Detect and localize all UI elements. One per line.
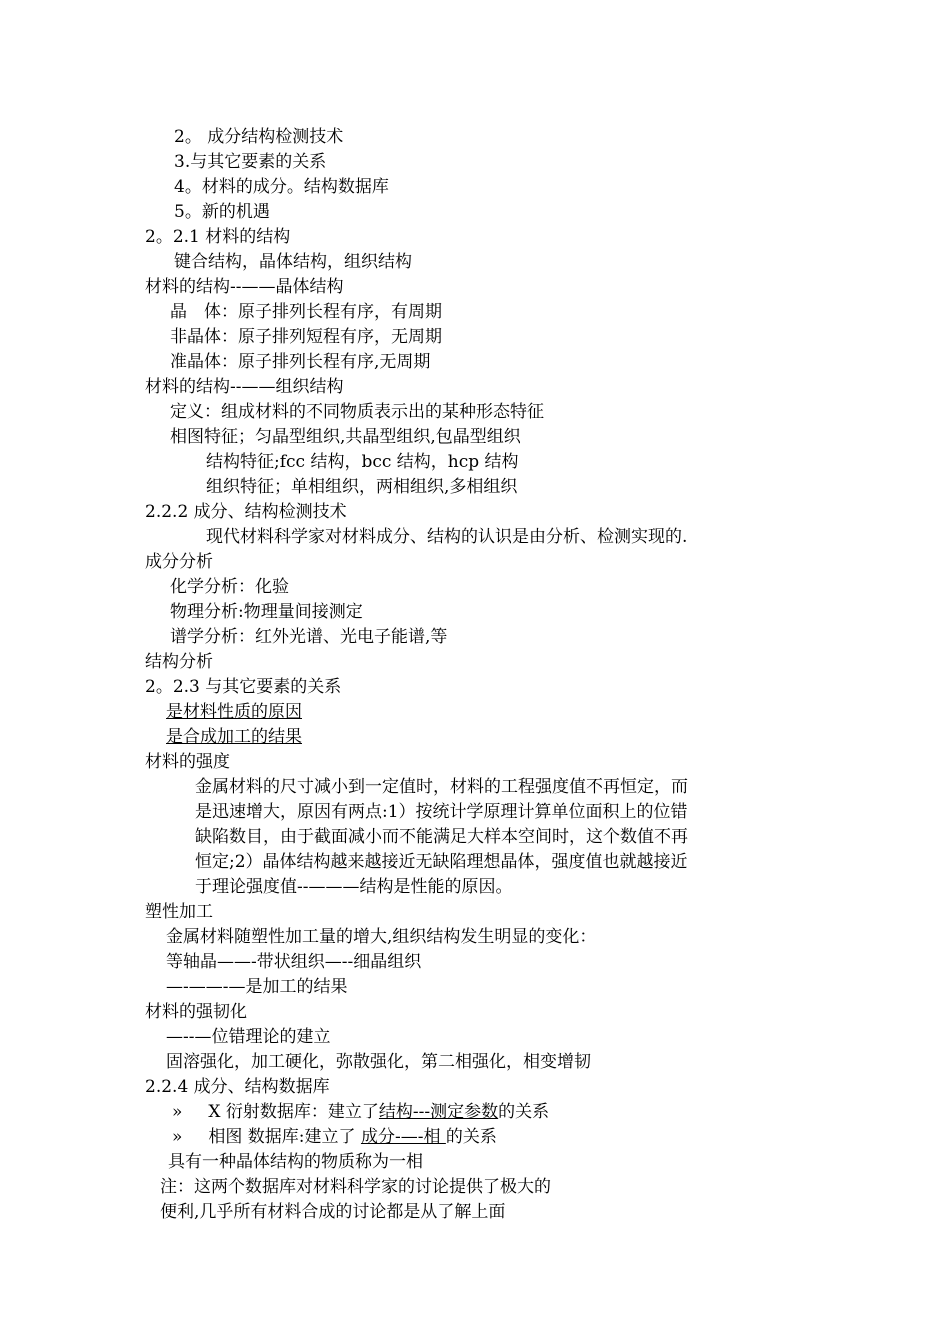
toc-item-5: 5。新的机遇	[174, 202, 270, 222]
subheading: 材料的强度	[145, 752, 230, 772]
section-heading-2-2-1: 2。2.1 材料的结构	[145, 227, 291, 247]
bullet-phase-database	[172, 1125, 497, 1149]
note-line: 注：这两个数据库对材料科学家的讨论提供了极大的	[160, 1177, 551, 1197]
text-line: 具有一种晶体结构的物质称为一相	[168, 1152, 423, 1172]
paragraph-line: 恒定;2）晶体结构越来越接近无缺陷理想晶体，强度值也就越接近	[195, 852, 688, 872]
text-line: 晶 体：原子排列长程有序，有周期	[170, 302, 442, 322]
text-line: 谱学分析：红外光谱、光电子能谱,等	[170, 627, 448, 647]
underlined-text: 是材料性质的原因	[166, 702, 302, 722]
toc-item-4: 4。材料的成分。结构数据库	[174, 177, 389, 197]
toc-item-2: 2。 成分结构检测技术	[174, 127, 344, 147]
text-line: 金属材料随塑性加工量的增大,组织结构发生明显的变化：	[166, 927, 597, 947]
bullet-symbol: »	[172, 1127, 183, 1147]
xray-suffix: 的关系	[498, 1102, 550, 1122]
text-line: 非晶体：原子排列短程有序，无周期	[170, 327, 442, 347]
subheading: 材料的强韧化	[145, 1002, 247, 1022]
text-line: 现代材料科学家对材料成分、结构的认识是由分析、检测实现的.	[206, 527, 688, 547]
subheading: 结构分析	[145, 652, 213, 672]
text-line: 组织特征；单相组织，两相组织,多相组织	[206, 477, 518, 497]
xray-underlined: 结构---测定参数	[378, 1102, 499, 1122]
toc-item-3: 3.与其它要素的关系	[174, 152, 327, 172]
underlined-text: 是合成加工的结果	[166, 727, 302, 747]
section-heading-2-2-4: 2.2.4 成分、结构数据库	[145, 1077, 330, 1097]
text-line: 定义：组成材料的不同物质表示出的某种形态特征	[170, 402, 544, 422]
subheading: 材料的结构--——组织结构	[145, 377, 344, 397]
subheading: 成分分析	[145, 552, 213, 572]
phase-prefix: 相图 数据库:建立了	[208, 1127, 361, 1147]
text-line: —-——-—是加工的结果	[166, 977, 348, 997]
note-line: 便利,几乎所有材料合成的讨论都是从了解上面	[160, 1202, 506, 1222]
xray-prefix: X 衍射数据库：建立了	[208, 1102, 379, 1122]
subheading: 材料的结构--——晶体结构	[145, 277, 344, 297]
text-line: 相图特征；匀晶型组织,共晶型组织,包晶型组织	[170, 427, 521, 447]
paragraph-line: 是迅速增大，原因有两点:1）按统计学原理计算单位面积上的位错	[195, 802, 688, 822]
paragraph-line: 金属材料的尺寸减小到一定值时，材料的工程强度值不再恒定，而	[195, 777, 688, 797]
text-line: —--—位错理论的建立	[166, 1027, 331, 1047]
phase-underlined: 成分-—-相	[360, 1127, 446, 1147]
section-heading-2-2-2: 2.2.2 成分、结构检测技术	[145, 502, 347, 522]
subheading: 塑性加工	[145, 902, 213, 922]
text-line: 准晶体：原子排列长程有序,无周期	[170, 352, 431, 372]
text-line: 化学分析：化验	[170, 577, 289, 597]
paragraph-line: 于理论强度值--———结构是性能的原因。	[195, 877, 513, 897]
text-line: 固溶强化，加工硬化，弥散强化，第二相强化，相变增韧	[166, 1052, 591, 1072]
paragraph-line: 缺陷数目，由于截面减小而不能满足大样本空间时，这个数值不再	[195, 827, 688, 847]
text-line: 等轴晶——-带状组织—--细晶组织	[166, 952, 422, 972]
text-line: 结构特征;fcc 结构，bcc 结构，hcp 结构	[206, 452, 519, 472]
phase-suffix: 的关系	[445, 1127, 497, 1147]
bullet-symbol: »	[172, 1102, 183, 1122]
text-line: 物理分析:物理量间接测定	[170, 602, 363, 622]
bullet-xray-database	[172, 1100, 549, 1124]
text-line: 键合结构，晶体结构，组织结构	[174, 252, 412, 272]
section-heading-2-2-3: 2。2.3 与其它要素的关系	[145, 677, 342, 697]
